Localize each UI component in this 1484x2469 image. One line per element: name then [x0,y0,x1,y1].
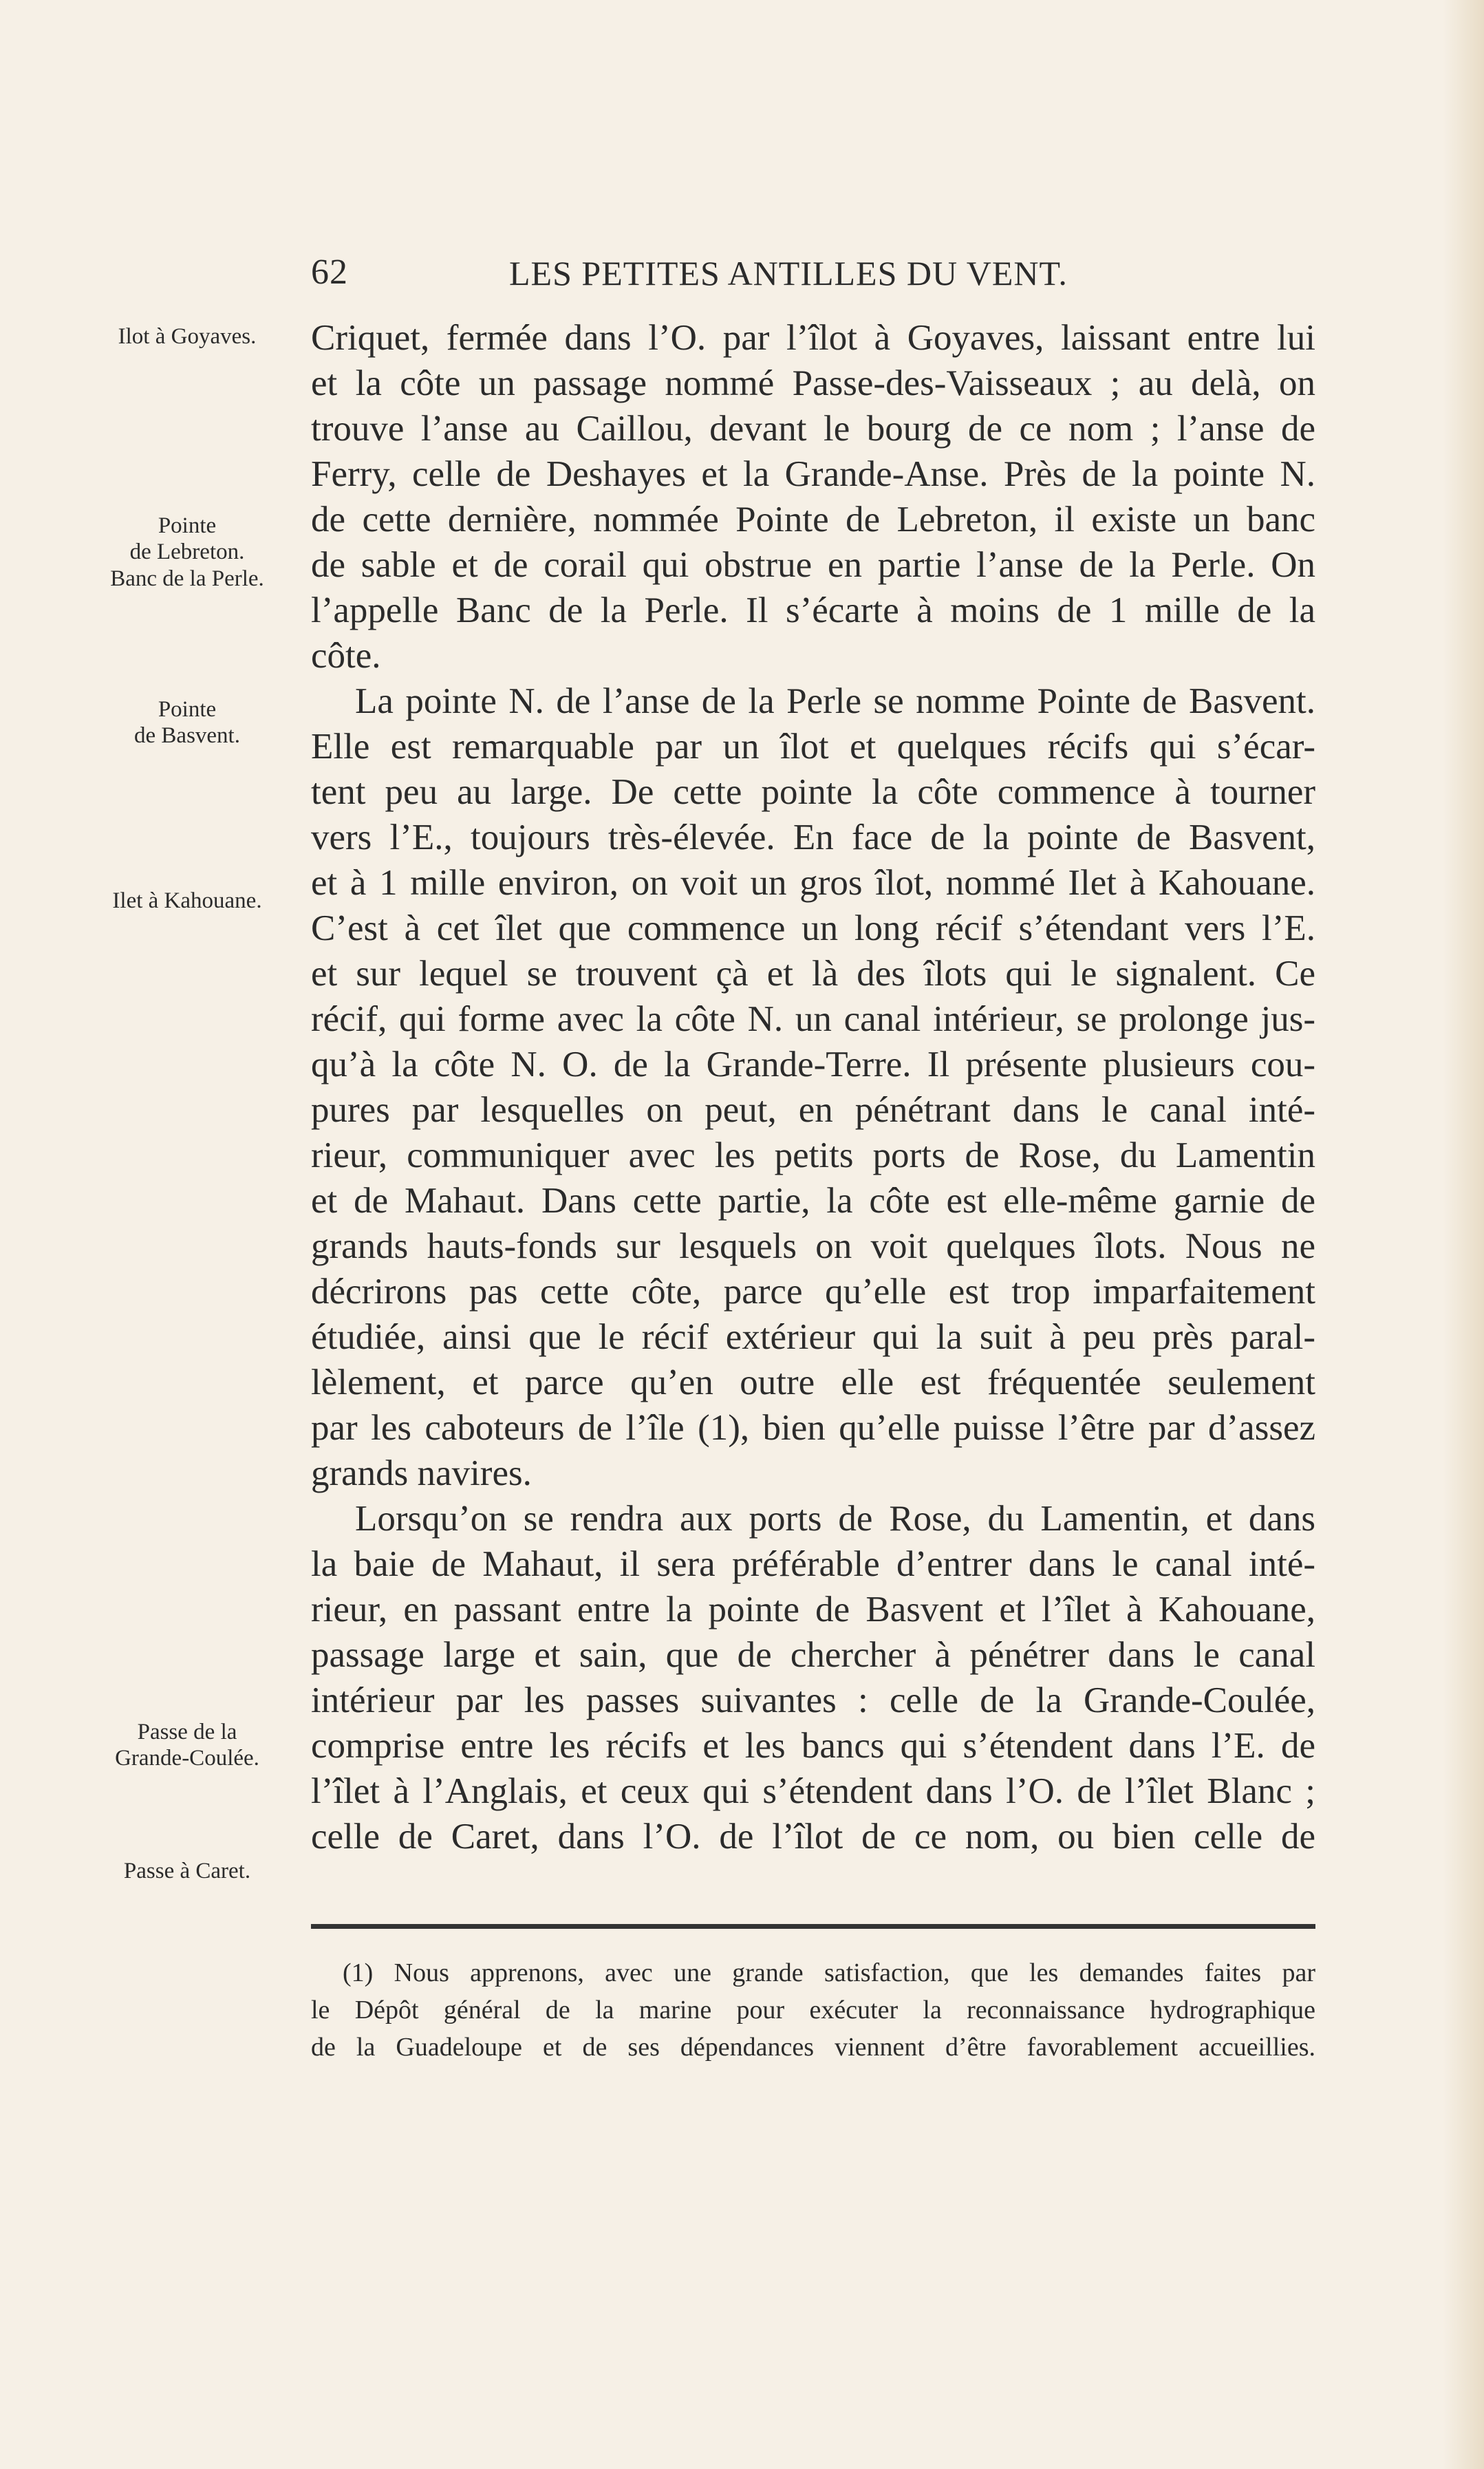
text-line: vers l’E., toujours très-élevée. En face de la pointe de Basvent, [311,817,1315,857]
text-line: passage large et sain, que de chercher à pénétrer dans le canal [311,1635,1315,1675]
text-line: et de Mahaut. Dans cette partie, la côte est elle-même garnie de [311,1181,1315,1221]
text-line: l’îlet à l’Anglais, et ceux qui s’étendent dans l’O. de l’îlet Blanc ; [311,1771,1315,1811]
text-line: La pointe N. de l’anse de la Perle se nomme Pointe de Basvent. [355,681,1315,721]
sidenote-ilet-a-kahouane: Ilet à Kahouane. [112,888,262,913]
sidenote-passe-a-caret: Passe à Caret. [123,1859,251,1883]
text-line: décrirons pas cette côte, parce qu’elle est trop imparfaitement [311,1272,1315,1312]
text-line: rieur, communiquer avec les petits ports de Rose, du Lamentin [311,1135,1315,1175]
footnote-line: de la Guadeloupe et de ses dépendances viennent d’être favorablement accueillies. [311,2033,1315,2062]
text-line: pures par lesquelles on peut, en pénétrant dans le canal inté- [311,1090,1315,1130]
text-line: lèlement, et parce qu’en outre elle est fréquentée seulement [311,1362,1315,1402]
text-line: par les caboteurs de l’île (1), bien qu’elle puisse l’être par d’assez [311,1408,1315,1448]
sidenote-banc-de-la-perle: Banc de la Perle. [110,566,264,591]
sidenote-ilot-a-goyaves: Ilot à Goyaves. [118,324,257,349]
footnote-line: (1) Nous apprenons, avec une grande satisfaction, que les demandes faites par [343,1958,1315,1987]
text-line: Elle est remarquable par un îlot et quelques récifs qui s’écar- [311,727,1315,767]
text-line: côte. [311,636,381,676]
text-line: grands navires. [311,1453,532,1493]
sidenote-pointe-de-basvent: Pointe de Basvent. [134,697,240,748]
text-line: trouve l’anse au Caillou, devant le bourg de ce nom ; l’anse de [311,409,1315,449]
text-line: la baie de Mahaut, il sera préférable d’entrer dans le canal inté- [311,1544,1315,1584]
text-line: tent peu au large. De cette pointe la côte commence à tourner [311,772,1315,812]
body-text [311,315,1315,1859]
text-line: et à 1 mille environ, on voit un gros îlot, nommé Ilet à Kahouane. [311,863,1315,903]
text-line: étudiée, ainsi que le récif extérieur qui la suit à peu près paral- [311,1317,1315,1357]
text-line: Criquet, fermée dans l’O. par l’îlot à Goyaves, laissant entre lui [311,318,1315,358]
page-edge-shadow [1443,0,1484,2469]
running-title: LES PETITES ANTILLES DU VENT. [509,254,1068,292]
text-line: rieur, en passant entre la pointe de Basvent et l’îlet à Kahouane, [311,1590,1315,1629]
text-line: et la côte un passage nommé Passe-des-Vaisseaux ; au delà, on [311,363,1315,403]
text-line: C’est à cet îlet que commence un long récif s’étendant vers l’E. [311,908,1315,948]
text-line: comprise entre les récifs et les bancs qui s’étendent dans l’E. de [311,1726,1315,1766]
sidenote-passe-de-la-grande-coulee: Passe de la Grande-Coulée. [115,1720,259,1771]
sidenote-pointe-de-lebreton: Pointe de Lebreton. [129,513,245,564]
footnote-line: le Dépôt général de la marine pour exécuter la reconnaissance hydrographique [311,1996,1315,2024]
footnotes [311,1954,1315,2066]
text-line: grands hauts-fonds sur lesquels on voit quelques îlots. Nous ne [311,1226,1315,1266]
text-line: récif, qui forme avec la côte N. un canal intérieur, se prolonge jus- [311,999,1315,1039]
text-line: celle de Caret, dans l’O. de l’îlot de ce nom, ou bien celle de [311,1817,1315,1857]
text-line: de cette dernière, nommée Pointe de Lebreton, il existe un banc [311,500,1315,539]
text-line: Lorsqu’on se rendra aux ports de Rose, du Lamentin, et dans [355,1499,1315,1539]
text-line: qu’à la côte N. O. de la Grande-Terre. Il présente plusieurs cou- [311,1045,1315,1084]
page-header [311,252,1315,300]
page-number: 62 [311,253,348,292]
footnote-rule [311,1924,1315,1929]
text-line: de sable et de corail qui obstrue en partie l’anse de la Perle. On [311,545,1315,585]
text-line: Ferry, celle de Deshayes et la Grande-Anse. Près de la pointe N. [311,454,1315,494]
text-line: et sur lequel se trouvent çà et là des îlots qui le signalent. Ce [311,954,1315,994]
text-line: intérieur par les passes suivantes : celle de la Grande-Coulée, [311,1680,1315,1720]
text-line: l’appelle Banc de la Perle. Il s’écarte à moins de 1 mille de la [311,590,1315,630]
